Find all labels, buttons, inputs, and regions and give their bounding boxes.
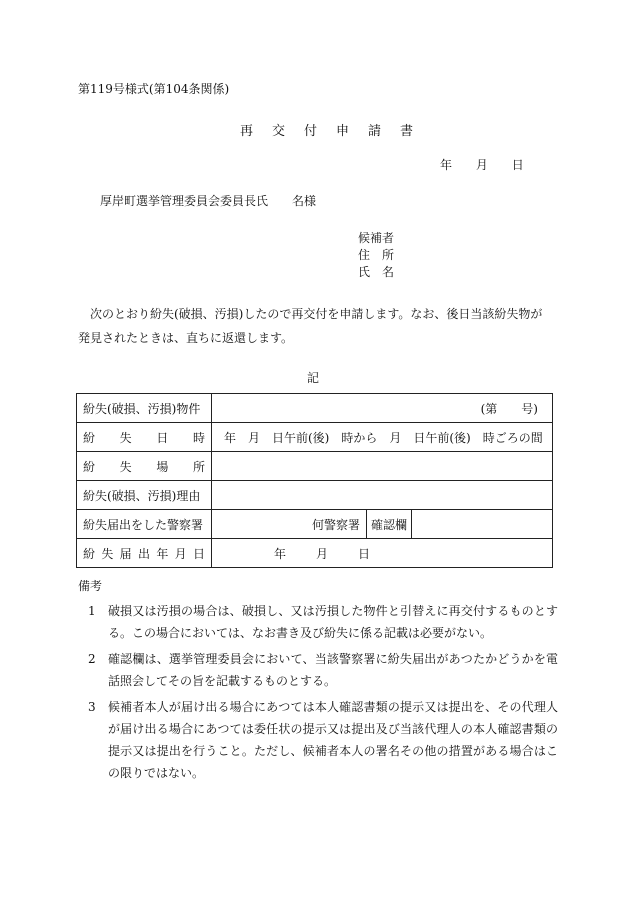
loss-datetime-field[interactable]: 年 月 日午前(後) 時から 月 日午前(後) 時ごろの間 <box>212 423 553 452</box>
document-title: 再交付申請書 <box>240 124 433 139</box>
loss-reason-label: 紛失(破損、汚損)理由 <box>77 481 212 510</box>
notes-heading: 備考 <box>78 579 103 593</box>
applicant-role: 候補者 <box>358 231 395 245</box>
report-date-label <box>77 539 212 568</box>
loss-reason-field[interactable] <box>212 481 553 510</box>
applicant-block <box>358 230 394 281</box>
report-date-year: 年 <box>274 546 287 561</box>
note-number: 2 <box>88 652 96 666</box>
note-item <box>88 696 558 784</box>
loss-place-field[interactable] <box>212 452 553 481</box>
confirm-field[interactable] <box>412 510 552 538</box>
applicant-address-label: 住 所 <box>358 248 395 262</box>
lost-item-field[interactable]: (第 号) <box>212 394 553 423</box>
loss-place-label <box>77 452 212 481</box>
date-day: 日 <box>511 158 524 172</box>
ki-label: 記 <box>307 371 320 385</box>
note-item <box>88 600 558 644</box>
note-number: 3 <box>88 700 96 714</box>
police-station-inner <box>212 510 552 538</box>
police-station-label: 紛失届出をした警察署 <box>77 510 212 539</box>
note-number: 1 <box>88 604 96 618</box>
table-row <box>77 394 553 423</box>
note-text: 破損又は汚損の場合は、破損し、又は汚損した物件と引替えに再交付するものとする。この場合においては、なお書き及び紛失に係る記載は必要がない。 <box>108 604 558 640</box>
application-table <box>76 393 553 568</box>
note-text: 確認欄は、選挙管理委員会において、当該警察署に紛失届出があつたかどうかを電話照会してその旨を記載するものとする。 <box>108 652 558 688</box>
table-row <box>77 423 553 452</box>
lost-item-label: 紛失(破損、汚損)物件 <box>77 394 212 423</box>
form-number: 第119号様式(第104条関係) <box>78 82 230 96</box>
loss-datetime-label-text: 紛 失 日 時 <box>83 430 205 445</box>
confirm-label: 確認欄 <box>366 510 412 538</box>
addressee: 厚岸町選挙管理委員会委員長氏 名様 <box>100 194 317 208</box>
date-year: 年 <box>440 158 453 172</box>
report-date-field[interactable] <box>212 539 553 568</box>
report-date-label-text: 紛 失 届 出 年 月 日 <box>83 546 205 561</box>
report-date-month: 月 <box>316 546 329 561</box>
table-row <box>77 510 553 539</box>
request-statement: 次のとおり紛失(破損、汚損)したので再交付を申請します。なお、後日当該紛失物が発見されたときは、直ちに返還します。 <box>78 307 543 345</box>
applicant-name-label: 氏 名 <box>358 265 395 279</box>
table-row <box>77 539 553 568</box>
police-station-field[interactable] <box>212 510 366 538</box>
police-station-cell <box>212 510 553 539</box>
date-month: 月 <box>475 158 488 172</box>
application-date <box>440 156 544 173</box>
notes-list <box>88 600 558 788</box>
note-text: 候補者本人が届け出る場合にあつては本人確認書類の提示又は提出を、その代理人が届け出る場合にあつては委任状の提示又は提出及び当該代理人の本人確認書類の提示又は提出を行うこと。ただし、候補者本人の署名その他の措置がある場合はこの限りではない。 <box>108 700 558 780</box>
table-row <box>77 481 553 510</box>
loss-datetime-label <box>77 423 212 452</box>
report-date-day: 日 <box>358 546 371 561</box>
note-item <box>88 648 558 692</box>
table-row <box>77 452 553 481</box>
police-station-name: 何警察署 <box>311 517 360 532</box>
loss-place-label-text: 紛 失 場 所 <box>83 459 205 474</box>
